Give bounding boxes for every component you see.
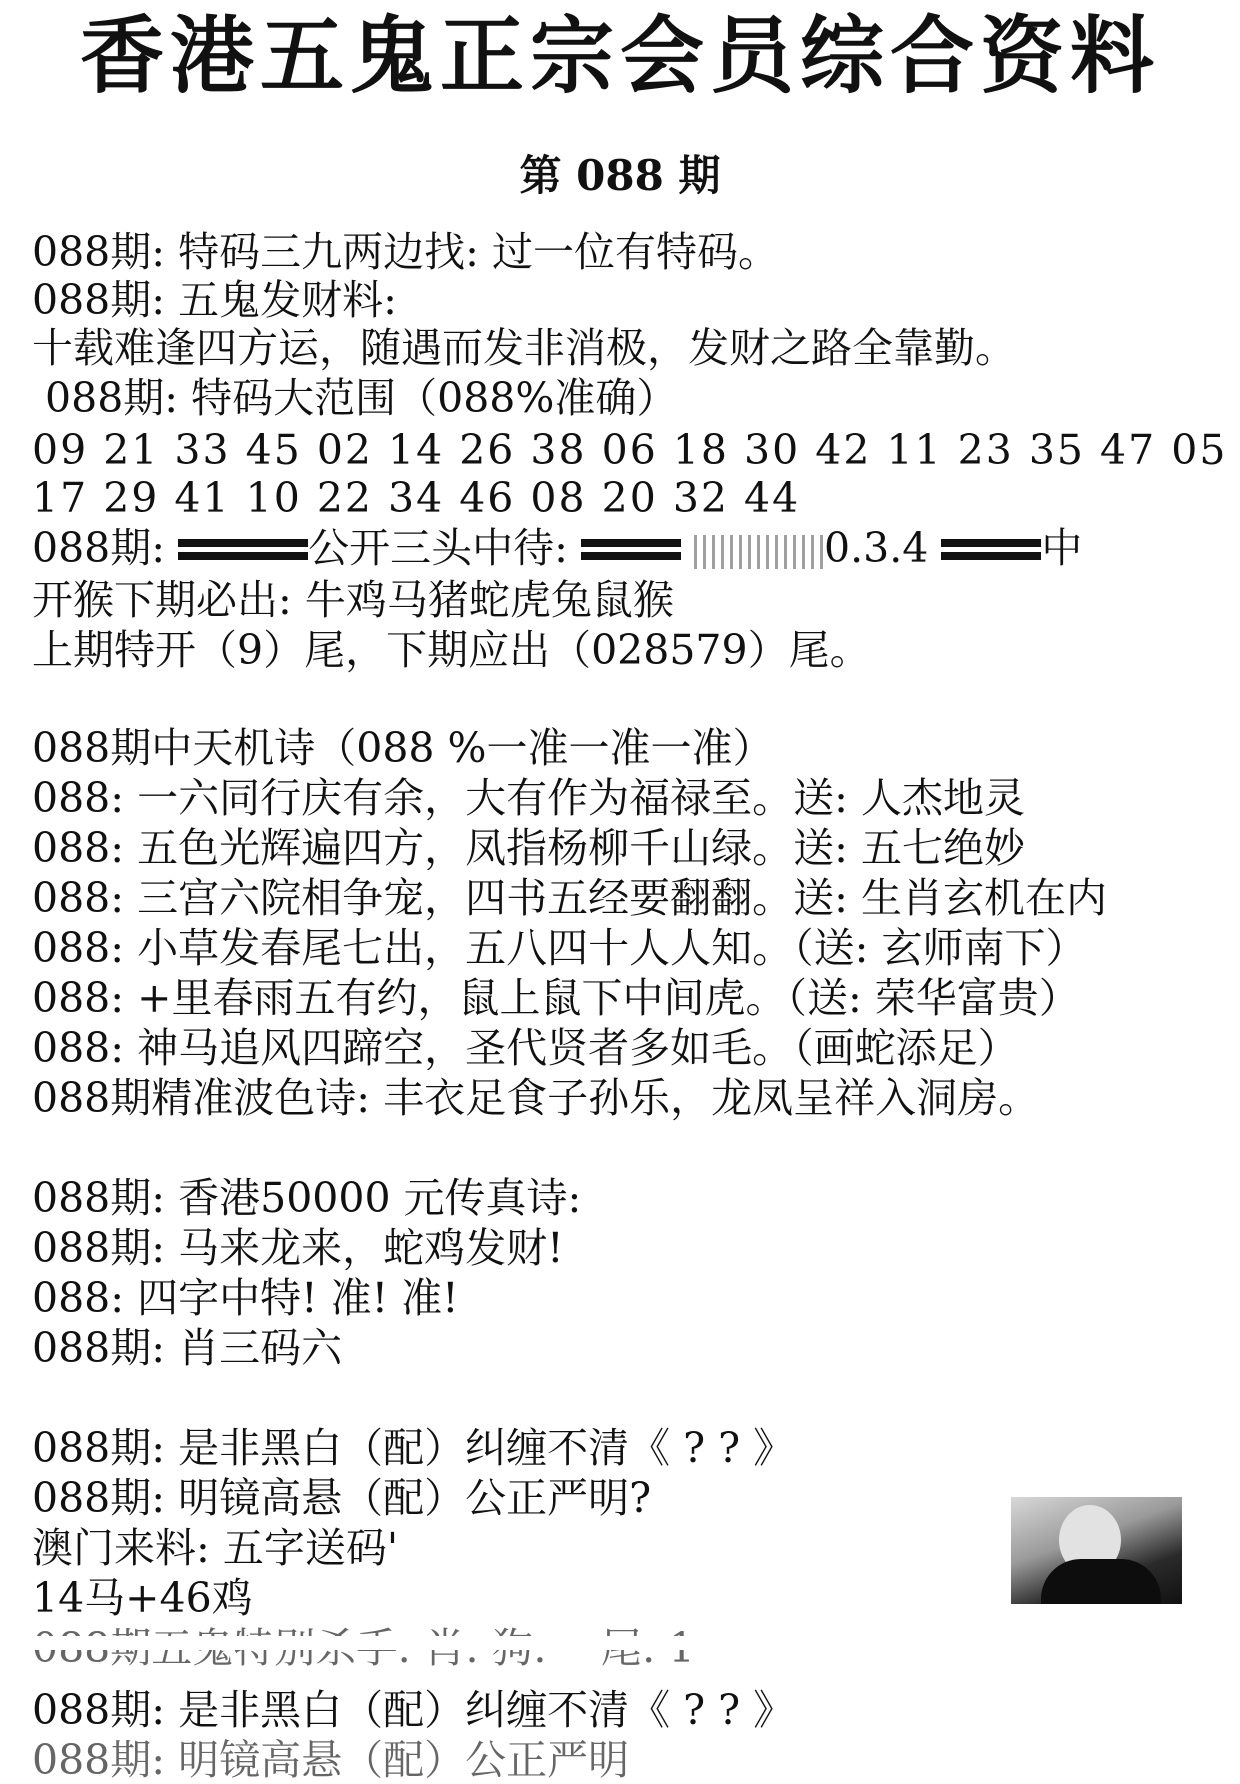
text-line: 088: 一六同行庆有余，大有作为福禄至。送: 人杰地灵 <box>32 774 1025 822</box>
redaction-mark <box>178 539 308 565</box>
line-text: 0.3.4 <box>824 524 929 572</box>
text-line: 088: 神马追风四蹄空，圣代贤者多如毛。（画蛇添足） <box>32 1024 1019 1072</box>
text-line: 088: 三宫六院相争宠，四书五经要翻翻。送: 生肖玄机在内 <box>32 874 1107 922</box>
text-line: 上期特开（9）尾，下期应出（028579）尾。 <box>32 626 871 674</box>
scribble-mark <box>694 535 824 569</box>
text-line: 澳门来料: 五字送码' <box>32 1524 399 1572</box>
text-line: 088期: 五鬼发财料: <box>32 276 397 324</box>
text-line: 088: 小草发春尾七出，五八四十人人知。（送: 玄师南下） <box>32 924 1087 972</box>
text-line: 088期: 肖三码六 <box>32 1324 343 1372</box>
page-title: 香港五鬼正宗会员综合资料 <box>79 7 1160 105</box>
text-line: 088期: 是非黑白（配）纠缠不清《 ? ? 》 <box>32 1424 795 1472</box>
portrait-photo <box>1011 1497 1182 1604</box>
line-text: 中 <box>1041 524 1083 572</box>
text-line: 088期: 马来龙来，蛇鸡发财! <box>32 1224 564 1272</box>
text-line: 十载难逢四方运，随遇而发非消极，发财之路全靠勤。 <box>32 324 1016 372</box>
masked-line <box>32 524 1082 572</box>
text-line: 088期: 明镜高悬（配）公正严明? <box>32 1474 652 1522</box>
issue-number: 第 088 期 <box>519 151 721 200</box>
text-line: 088期: 香港50000 元传真诗: <box>32 1174 582 1222</box>
text-line: 088: 五色光辉遍四方，凤指杨柳千山绿。送: 五七绝妙 <box>32 824 1025 872</box>
text-line: 088: +里春雨五有约，鼠上鼠下中间虎。（送: 荣华富贵） <box>32 974 1080 1022</box>
text-line: 14马+46鸡 <box>32 1574 253 1622</box>
text-line: 088: 四字中特! 准! 准! <box>32 1274 459 1322</box>
line-prefix: 088期: <box>32 524 166 572</box>
photo-body <box>1041 1559 1161 1604</box>
number-row: 17 29 41 10 22 34 46 08 20 32 44 <box>32 474 801 522</box>
text-line: 开猴下期必出: 牛鸡马猪蛇虎兔鼠猴 <box>32 576 674 624</box>
text-line: 088期: 特码三九两边找: 过一位有特码。 <box>32 228 779 276</box>
text-line: 088期: 是非黑白（配）纠缠不清《 ? ? 》 <box>32 1686 795 1734</box>
redaction-mark <box>581 539 681 565</box>
text-line: 088期: 特码大范围（088%准确） <box>32 374 678 422</box>
line-text: 公开三头中待: <box>308 524 568 572</box>
redaction-mark <box>941 539 1041 565</box>
text-line: 088期精准波色诗: 丰衣足食子孙乐，龙凤呈祥入洞房。 <box>32 1074 1040 1122</box>
crop-edge <box>0 1636 1240 1650</box>
text-line: 088期: 明镜高悬（配）公正严明 <box>32 1736 630 1784</box>
text-line: 088期中天机诗（088 %一准一准一准） <box>32 724 774 772</box>
number-row: 09 21 33 45 02 14 26 38 06 18 30 42 11 23 35 47 05 <box>32 426 1228 474</box>
